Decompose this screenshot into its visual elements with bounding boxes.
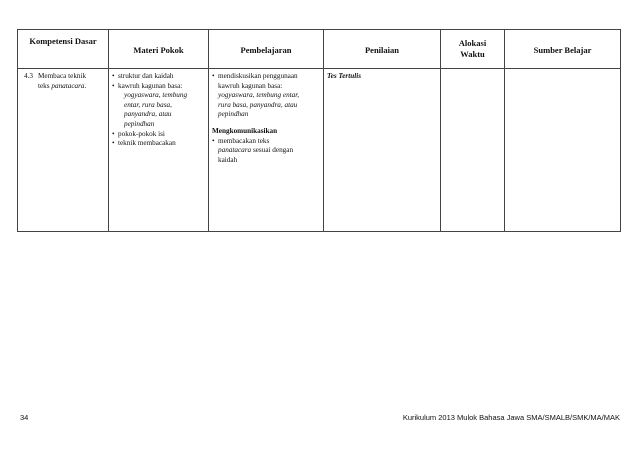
cell-pembelajaran bbox=[209, 69, 324, 232]
list-item: • mendiskusikan penggunaan kawruh kagunan basa: yogyaswara, tembung entar, rura basa, panyandra, atau pepindhan bbox=[212, 72, 300, 119]
list-item: • teknik membacakan bbox=[112, 139, 176, 148]
cell-sumber-belajar bbox=[505, 69, 621, 232]
page-number: 34 bbox=[20, 413, 29, 422]
header-materi-pokok: Materi Pokok bbox=[109, 30, 209, 69]
mengkomunikasikan-heading: Mengkomunikasikan bbox=[212, 126, 278, 135]
kd-text: Membaca teknik teks panatacara. bbox=[38, 72, 87, 90]
header-sumber-belajar: Sumber Belajar bbox=[505, 30, 621, 69]
footer-title: Kurikulum 2013 Mulok Bahasa Jawa SMA/SMALB/SMK/MA/MAK bbox=[402, 413, 620, 422]
header-row bbox=[18, 30, 621, 69]
header-kompetensi-dasar: Kompetensi Dasar bbox=[18, 30, 109, 69]
cell-kompetensi-dasar bbox=[18, 69, 109, 232]
list-item: • kawruh kagunan basa: yogyaswara, tembung entar, rura basa, panyandra, atau pepindhan bbox=[112, 81, 188, 128]
table-row bbox=[18, 69, 621, 232]
syllabus-table bbox=[17, 29, 621, 232]
kd-number: 4.3 bbox=[24, 72, 33, 80]
cell-materi-pokok bbox=[109, 69, 209, 232]
list-item: • struktur dan kaidah bbox=[112, 72, 174, 80]
list-item: • membacakan teks panatacara sesuai dengan kaidah bbox=[212, 136, 294, 164]
list-item: • pokok-pokok isi bbox=[112, 129, 165, 138]
header-pembelajaran: Pembelajaran bbox=[209, 30, 324, 69]
cell-alokasi-waktu bbox=[441, 69, 505, 232]
cell-penilaian: Tes Tertulis bbox=[324, 69, 441, 232]
header-alokasi-waktu: Alokasi Waktu bbox=[441, 30, 505, 69]
header-penilaian: Penilaian bbox=[324, 30, 441, 69]
